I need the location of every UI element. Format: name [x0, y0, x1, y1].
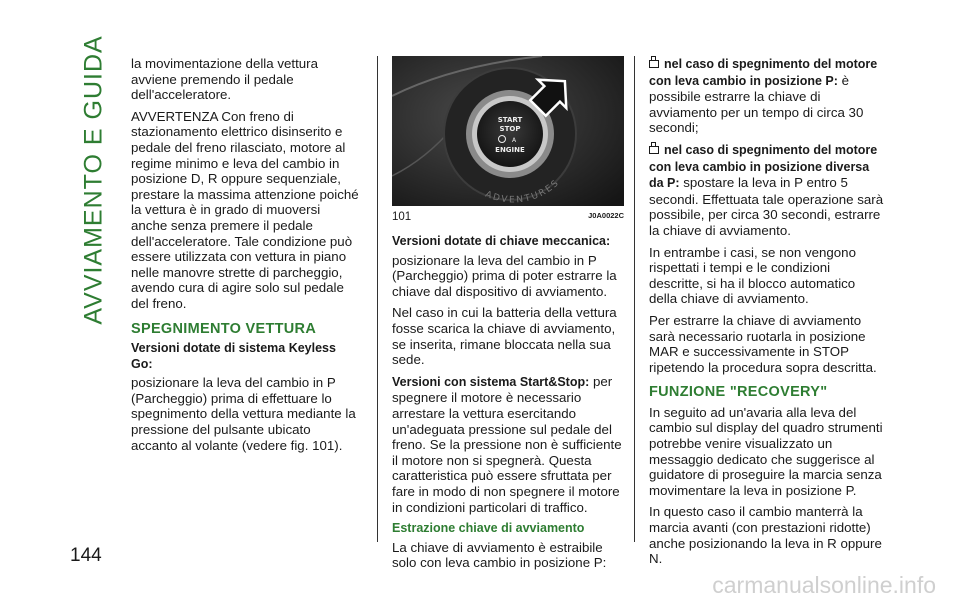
paragraph: posizionare la leva del cambio in P (Parcheggio) prima di effettuare lo spegnimento della vettura mediante la pressione del pulsante ubicato accanto al volante (vedere fig. 101). — [131, 375, 356, 453]
column-3 — [649, 56, 885, 573]
paragraph: In questo caso il cambio manterrà la marcia avanti (con prestazioni ridotte) anche posizionando la leva in R oppure N. — [649, 504, 882, 567]
subheading: Versioni dotate di chiave meccanica: — [392, 234, 611, 248]
paragraph: la movimentazione della vettura avviene premendo il pedale dell'acceleratore. — [131, 56, 318, 103]
auto-icon: A — [511, 137, 517, 144]
section-heading: FUNZIONE "RECOVERY" — [649, 384, 828, 401]
watermark: carmanualsonline.info — [712, 572, 936, 598]
paragraph: In entrambe i casi, se non vengono rispettati i tempi e le condizioni descritte, si ha il blocco automatico della chiave di avviamento. — [649, 244, 856, 307]
column-divider-2 — [634, 56, 635, 542]
section-heading: SPEGNIMENTO VETTURA — [131, 320, 317, 337]
inline-subheading: Versioni con sistema Start&Stop: — [392, 374, 590, 389]
paragraph: posizionare la leva del cambio in P (Parcheggio) prima di poter estrarre la chiave dal dispositivo di avviamento. — [392, 252, 617, 299]
figure-number: 101 — [392, 211, 412, 223]
bullet-icon — [649, 60, 659, 68]
ring-text: ADVENTURES — [483, 177, 563, 206]
subheading: Estrazione chiave di avviamento — [392, 521, 585, 536]
column-divider-1 — [377, 56, 378, 542]
bullet-bold: nel caso di spegnimento del motore con leva cambio in posizione P: — [649, 57, 878, 88]
column-1 — [131, 56, 359, 459]
button-label-start: START — [497, 116, 523, 124]
paragraph: Per estrarre la chiave di avviamento sarà necessario ruotarla in posizione MAR e successivamente in STOP ripetendo la procedura sopra descritta. — [649, 312, 877, 375]
bullet-item — [649, 142, 885, 239]
subheading: Versioni dotate di sistema Keyless Go: — [131, 341, 336, 371]
chapter-title — [70, 35, 118, 325]
bullet-icon — [649, 146, 659, 154]
photo-illustration — [392, 56, 624, 206]
bullet-item — [649, 56, 885, 136]
paragraph-text: per spegnere il motore è necessario arrestare la vettura esercitando un'adeguata pressione sul pedale del freno. Se la pressione non è sufficiente il motore non si spegnerà. Questa caratteristica può essere sfruttata per fare in modo di non spegnere il motore in condizioni particolari di traffico. — [392, 373, 622, 515]
warning-paragraph: AVVERTENZA Con freno di stazionamento elettrico disinserito e pedale del freno rilasciato, motore al regime minimo e leva del cambio in posizione D, R oppure sequenziale, prestare la massima attenzione poiché la vettura è in grado di muoversi anche senza premere il pedale dell'acceleratore. Tale condizione può essere utilizzata con vettura in piano nelle manovre strette di parcheggio, avendo cura di agire solo sul pedale del freno. — [131, 108, 359, 311]
figure-code: J0A0022C — [588, 211, 624, 220]
button-label-engine: ENGINE — [495, 146, 525, 154]
column-2 — [392, 230, 626, 577]
bullet-bold: nel caso di spegnimento del motore con leva cambio in posizione diversa da P: — [649, 142, 878, 191]
chapter-title-text: AVVIAMENTO E GUIDA — [79, 35, 108, 325]
button-label-stop: STOP — [499, 125, 521, 133]
page-number: 144 — [70, 545, 102, 566]
bullet-text: spostare la leva in P entro 5 secondi. Effettuata tale operazione sarà possibile, per circa 30 secondi, estrarre la chiave di avviamento. — [649, 175, 884, 238]
paragraph: In seguito ad un'avaria alla leva del cambio sul display del quadro strumenti potrebbe venire visualizzato un messaggio dedicato che suggerisce al guidatore di proseguire la marcia senza movimentare la leva in posizione P. — [649, 404, 883, 498]
start-stop-button-photo — [392, 56, 624, 206]
paragraph — [392, 374, 626, 515]
paragraph: La chiave di avviamento è estraibile solo con leva cambio in posizione P: — [392, 539, 607, 571]
bullet-text: è possibile estrarre la chiave di avviamento per un tempo di circa 30 secondi; — [649, 72, 864, 136]
paragraph: Nel caso in cui la batteria della vettura fosse scarica la chiave di avviamento, se inserita, rimane bloccata nella sua sede. — [392, 305, 617, 368]
